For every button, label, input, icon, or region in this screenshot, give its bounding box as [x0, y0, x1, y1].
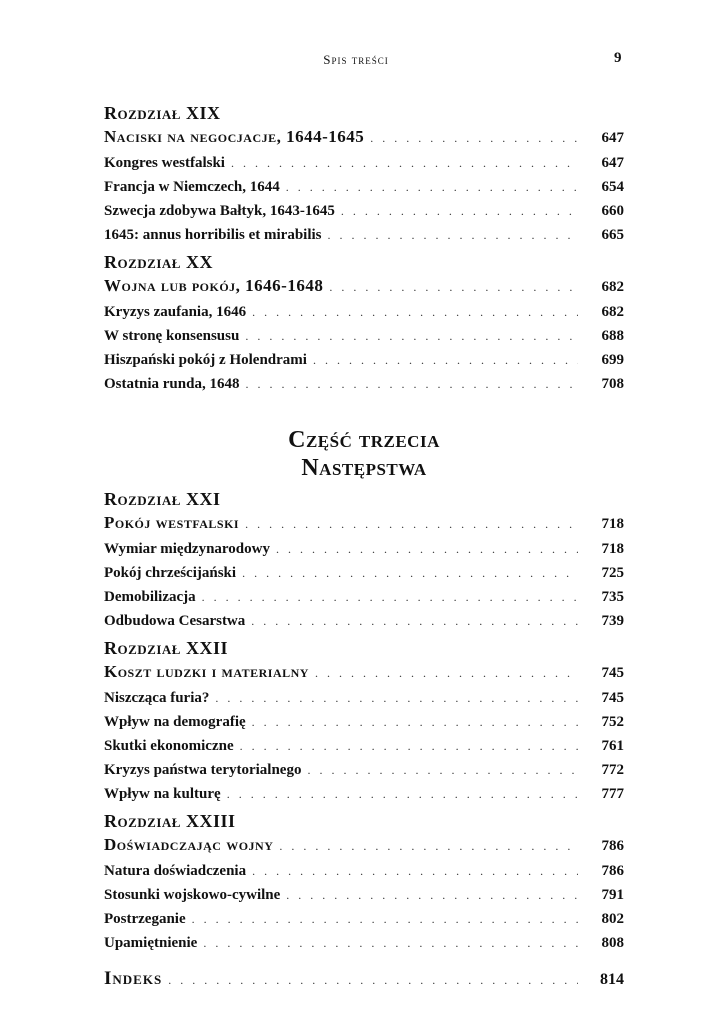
entry-label: Kryzys zaufania, 1646: [104, 304, 247, 320]
chapter-heading: Rozdział XXI: [104, 489, 221, 509]
page-ref: 761: [601, 738, 624, 754]
page-ref: 647: [601, 130, 624, 146]
dot-leader: [328, 223, 578, 247]
dot-leader: [276, 537, 578, 561]
page-ref: 708: [601, 376, 624, 392]
dot-leader: [242, 561, 578, 585]
part-number: Część trzecia: [288, 427, 440, 453]
page-ref: 802: [601, 911, 624, 927]
page-ref: 654: [601, 179, 624, 195]
chapter-heading: Rozdział XXII: [104, 638, 228, 658]
chapter-22: [104, 637, 624, 806]
index-label: Indeks: [104, 968, 163, 989]
page-ref: 660: [601, 203, 624, 219]
entry-label: Szwecja zdobywa Bałtyk, 1643-1645: [104, 203, 335, 219]
toc-entry[interactable]: [104, 931, 624, 955]
page-ref: 808: [601, 935, 624, 951]
entry-label: Odbudowa Cesarstwa: [104, 613, 246, 629]
part-heading: [104, 426, 624, 482]
toc-entry[interactable]: [104, 372, 624, 396]
dot-leader: [240, 734, 578, 758]
entry-label: Ostatnia runda, 1648: [104, 376, 240, 392]
chapter-title-row[interactable]: [104, 832, 624, 859]
page-ref: 718: [601, 516, 624, 532]
dot-leader: [227, 782, 578, 806]
page-ref: 665: [601, 227, 624, 243]
entry-label: Demobilizacja: [104, 589, 196, 605]
page-ref: 682: [601, 304, 624, 320]
dot-leader: [252, 710, 578, 734]
entry-label: Pokój chrześcijański: [104, 565, 237, 581]
toc-entry[interactable]: [104, 151, 624, 175]
chapter-title: Koszt ludzki i materialny: [104, 662, 309, 681]
dot-leader: [370, 125, 578, 151]
toc-entry[interactable]: [104, 782, 624, 806]
page-ref: 647: [601, 155, 624, 171]
entry-label: Stosunki wojskowo-cywilne: [104, 887, 281, 903]
chapter-title-row[interactable]: [104, 510, 624, 537]
entry-label: Wymiar międzynarodowy: [104, 541, 270, 557]
toc-entry[interactable]: [104, 686, 624, 710]
toc-entry[interactable]: [104, 199, 624, 223]
chapter-title: Wojna lub pokój, 1646-1648: [104, 276, 324, 295]
toc-entry[interactable]: [104, 907, 624, 931]
chapter-21: [104, 488, 624, 633]
chapter-title-row[interactable]: [104, 273, 624, 300]
table-of-contents: [104, 100, 624, 992]
page-ref: 814: [600, 971, 624, 988]
chapter-20: [104, 251, 624, 396]
toc-entry[interactable]: [104, 883, 624, 907]
entry-label: Kryzys państwa terytorialnego: [104, 762, 302, 778]
toc-entry[interactable]: [104, 859, 624, 883]
dot-leader: [329, 274, 578, 300]
dot-leader: [192, 907, 578, 931]
chapter-heading: Rozdział XIX: [104, 103, 221, 123]
running-head: Spis treści: [323, 52, 389, 67]
toc-entry[interactable]: [104, 300, 624, 324]
dot-leader: [245, 372, 578, 396]
entry-label: Wpływ na demografię: [104, 714, 246, 730]
page-ref: 725: [601, 565, 624, 581]
dot-leader: [341, 199, 578, 223]
page-ref: 786: [601, 863, 624, 879]
page-ref: 688: [601, 328, 624, 344]
page-ref: 739: [601, 613, 624, 629]
index-entry[interactable]: [104, 967, 624, 992]
chapter-heading: Rozdział XXIII: [104, 811, 236, 831]
page-ref: 786: [601, 838, 624, 854]
dot-leader: [307, 758, 578, 782]
page-ref: 699: [601, 352, 624, 368]
chapter-23: [104, 810, 624, 955]
chapter-19: [104, 102, 624, 247]
page-ref: 777: [601, 786, 624, 802]
entry-label: Hiszpański pokój z Holendrami: [104, 352, 307, 368]
dot-leader: [315, 660, 578, 686]
dot-leader: [251, 609, 578, 633]
toc-entry[interactable]: [104, 585, 624, 609]
dot-leader: [168, 968, 578, 992]
toc-entry[interactable]: [104, 348, 624, 372]
chapter-title: Pokój westfalski: [104, 513, 240, 532]
toc-entry[interactable]: [104, 223, 624, 247]
dot-leader: [252, 859, 578, 883]
chapter-heading: Rozdział XX: [104, 252, 213, 272]
page-ref: 718: [601, 541, 624, 557]
page-ref: 752: [601, 714, 624, 730]
page-ref: 735: [601, 589, 624, 605]
dot-leader: [286, 883, 578, 907]
toc-entry[interactable]: [104, 758, 624, 782]
entry-label: Natura doświadczenia: [104, 863, 247, 879]
entry-label: Skutki ekonomiczne: [104, 738, 234, 754]
entry-label: Kongres westfalski: [104, 155, 225, 171]
part-title: Następstwa: [301, 455, 427, 481]
chapter-title: Doświadczając wojny: [104, 835, 274, 854]
dot-leader: [279, 833, 578, 859]
dot-leader: [252, 300, 578, 324]
entry-label: Francja w Niemczech, 1644: [104, 179, 280, 195]
toc-entry[interactable]: [104, 561, 624, 585]
entry-label: Postrzeganie: [104, 911, 186, 927]
chapter-title: Naciski na negocjacje, 1644-1645: [104, 127, 365, 146]
dot-leader: [313, 348, 578, 372]
page-ref: 791: [601, 887, 624, 903]
dot-leader: [286, 175, 578, 199]
toc-entry[interactable]: [104, 710, 624, 734]
toc-entry[interactable]: [104, 324, 624, 348]
dot-leader: [203, 931, 578, 955]
chapter-title-row[interactable]: [104, 124, 624, 151]
page-ref: 745: [601, 665, 624, 681]
page-number: 9: [614, 50, 622, 66]
toc-entry[interactable]: [104, 734, 624, 758]
entry-label: W stronę konsensusu: [104, 328, 240, 344]
entry-label: Niszcząca furia?: [104, 690, 210, 706]
toc-entry[interactable]: [104, 175, 624, 199]
entry-label: Upamiętnienie: [104, 935, 198, 951]
toc-entry[interactable]: [104, 537, 624, 561]
entry-label: Wpływ na kulturę: [104, 786, 221, 802]
dot-leader: [245, 324, 578, 348]
dot-leader: [245, 511, 578, 537]
entry-label: 1645: annus horribilis et mirabilis: [104, 227, 322, 243]
page-ref: 682: [601, 279, 624, 295]
page-ref: 745: [601, 690, 624, 706]
chapter-title-row[interactable]: [104, 659, 624, 686]
page-ref: 772: [601, 762, 624, 778]
dot-leader: [231, 151, 578, 175]
toc-entry[interactable]: [104, 609, 624, 633]
dot-leader: [215, 686, 578, 710]
dot-leader: [202, 585, 578, 609]
